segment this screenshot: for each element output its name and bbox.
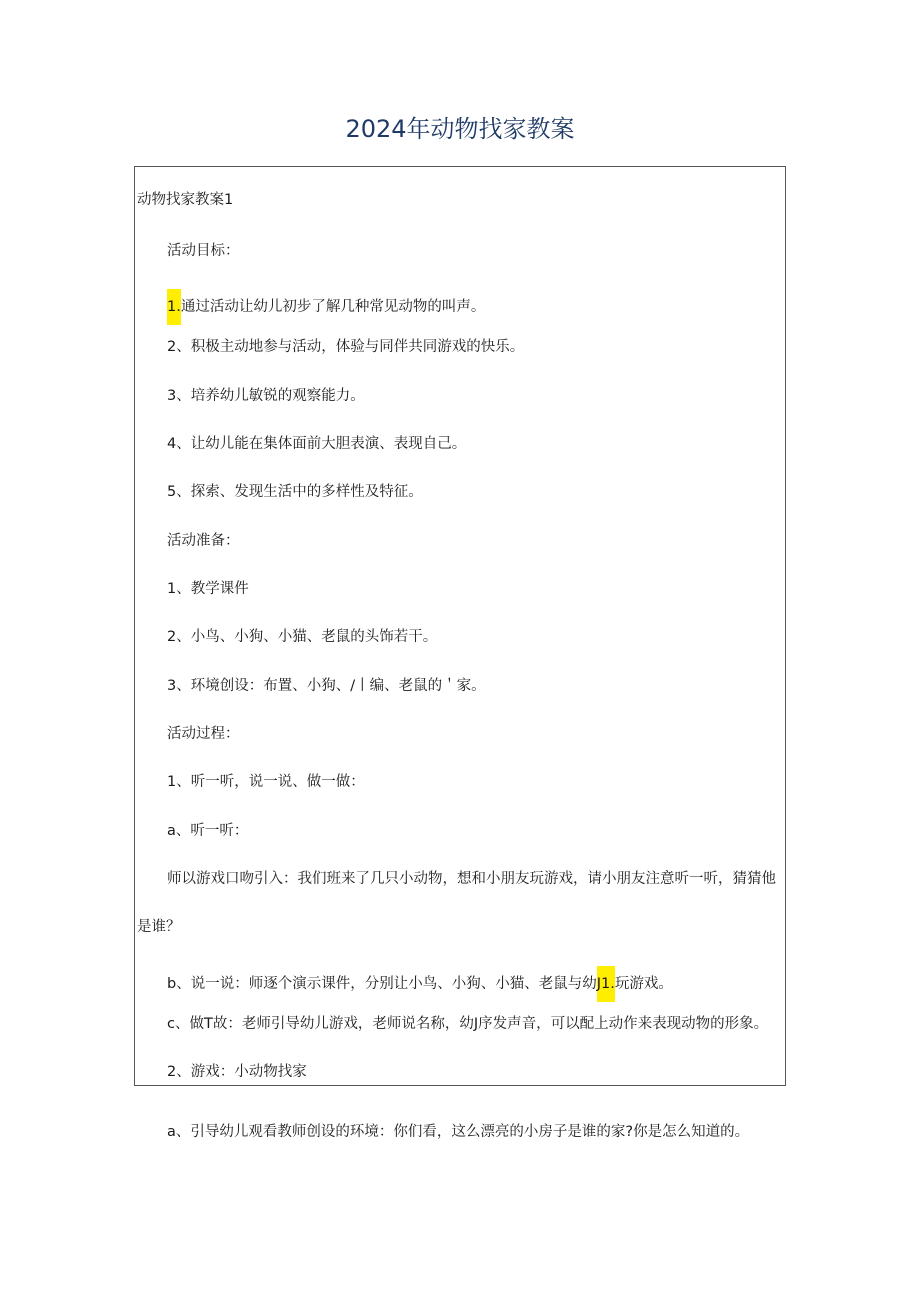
process-1a-text-line-1: 师以游戏口吻引入：我们班来了几只小动物，想和小朋友玩游戏，请小朋友注意听一听，猜猜他	[167, 871, 776, 887]
highlight-mark: J1.	[597, 966, 615, 1002]
outside-line: a、引导幼儿观看教师创设的环境：你们看，这么漂亮的小房子是谁的家?你是怎么知道的。	[167, 1124, 750, 1140]
process-2: 2、游戏：小动物找家	[167, 1064, 307, 1080]
goal-1	[167, 289, 485, 325]
process-1a-text-line-2: 是谁？	[137, 919, 181, 935]
goal-1-text: 通过活动让幼儿初步了解几种常见动物的叫声。	[180, 299, 486, 315]
process-1b	[167, 966, 673, 1002]
goal-3: 3、培养幼儿敏锐的观察能力。	[167, 388, 365, 404]
prep-heading: 活动准备：	[167, 533, 240, 549]
process-1b-part-2: 玩游戏。	[614, 976, 673, 992]
prep-1: 1、教学课件	[167, 581, 249, 597]
process-1: 1、听一听，说一说、做一做：	[167, 774, 365, 790]
goals-heading: 活动目标：	[167, 243, 240, 259]
page-title: 2024年动物找家教案	[345, 115, 575, 143]
process-1a: a、听一听：	[167, 823, 249, 839]
prep-2: 2、小鸟、小狗、小猫、老鼠的头饰若干。	[167, 629, 438, 645]
highlight-mark: 1.	[167, 289, 181, 325]
prep-3: 3、环境创设：布置、小狗、/丨编、老鼠的＇家。	[167, 678, 486, 694]
goal-2: 2、积极主动地参与活动，体验与同伴共同游戏的快乐。	[167, 339, 525, 355]
process-heading: 活动过程：	[167, 726, 240, 742]
section-title: 动物找家教案1	[137, 192, 234, 208]
goal-4: 4、让幼儿能在集体面前大胆表演、表现自己。	[167, 436, 467, 452]
process-1c: c、做T故：老师引导幼儿游戏，老师说名称，幼J序发声音，可以配上动作来表现动物的形象。	[167, 1016, 769, 1032]
goal-5: 5、探索、发现生活中的多样性及特征。	[167, 484, 423, 500]
process-1b-part-1: b、说一说：师逐个演示课件，分别让小鸟、小狗、小猫、老鼠与幼	[167, 976, 597, 992]
